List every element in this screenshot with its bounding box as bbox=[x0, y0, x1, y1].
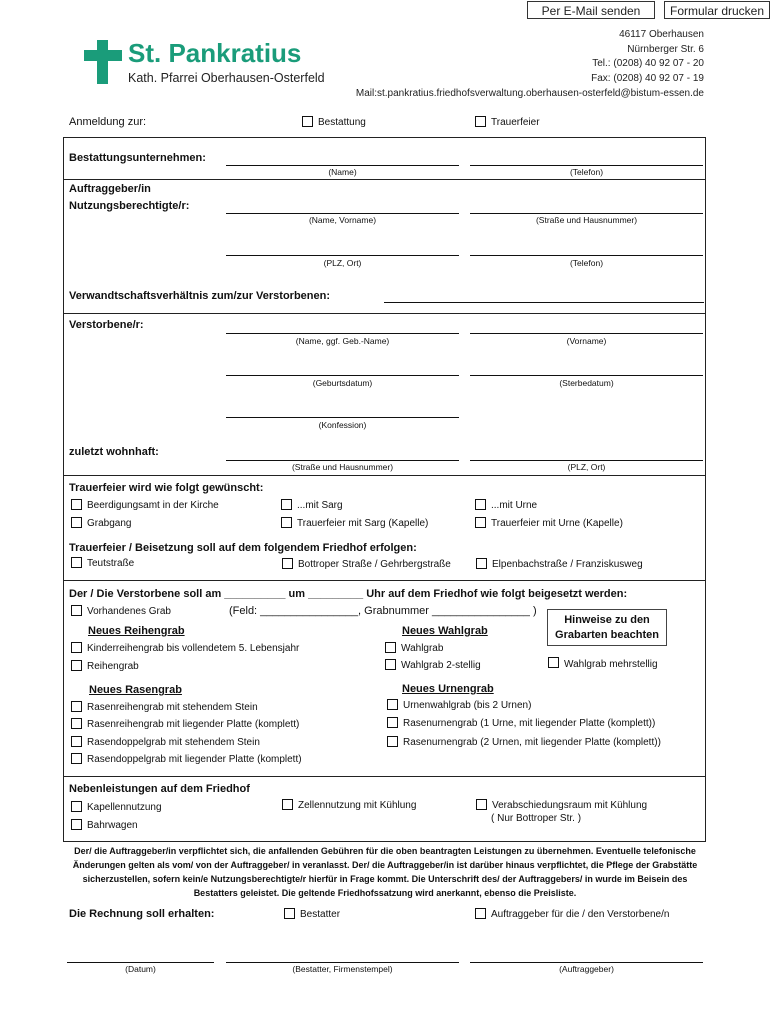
checkbox-hearse-trolley[interactable] bbox=[71, 819, 82, 830]
checkbox-existing-grave[interactable] bbox=[71, 605, 82, 616]
divider bbox=[63, 475, 706, 476]
checkbox-with-coffin[interactable] bbox=[281, 499, 292, 510]
checkbox-burial[interactable] bbox=[302, 116, 313, 127]
checkbox-lawn-urn-2-label: Rasenurnengrab (2 Urnen, mit liegender Platte (komplett)) bbox=[403, 737, 661, 748]
cross-logo-icon bbox=[84, 40, 122, 84]
address-tel: Tel.: (0208) 40 92 07 - 20 bbox=[592, 58, 704, 69]
checkbox-lawn-double-stone-label: Rasendoppelgrab mit stehendem Stein bbox=[87, 737, 260, 748]
checkbox-urn-choice-label: Urnenwahlgrab (bis 2 Urnen) bbox=[403, 700, 532, 711]
checkbox-funeral[interactable] bbox=[475, 116, 486, 127]
checkbox-chapel-urn[interactable] bbox=[475, 517, 486, 528]
client-phone-line[interactable] bbox=[470, 255, 703, 256]
invoice-label: Die Rechnung soll erhalten: bbox=[69, 908, 215, 920]
deceased-firstname-caption: (Vorname) bbox=[566, 336, 607, 346]
deathdate-line[interactable] bbox=[470, 375, 703, 376]
client-signature-caption: (Auftraggeber) bbox=[559, 964, 614, 974]
birthdate-line[interactable] bbox=[226, 375, 459, 376]
checkbox-row-grave-label: Reihengrab bbox=[87, 661, 139, 672]
checkbox-existing-grave-label: Vorhandenes Grab bbox=[87, 606, 171, 617]
checkbox-hearse-trolley-label: Bahrwagen bbox=[87, 820, 138, 831]
date-line[interactable] bbox=[67, 962, 214, 963]
divider bbox=[63, 776, 706, 777]
ceremony-label: Trauerfeier wird wie folgt gewünscht: bbox=[69, 482, 264, 494]
burial-heading: Der / Die Verstorbene soll am __________ um _________ Uhr auf dem Friedhof wie folgt beigesetzt werden: bbox=[69, 588, 628, 600]
checkbox-lawn-urn-1-label: Rasenurnengrab (1 Urne, mit liegender Platte (komplett)) bbox=[403, 718, 656, 729]
checkbox-teutstrasse-label: Teutstraße bbox=[87, 558, 135, 569]
checkbox-bottroper[interactable] bbox=[282, 558, 293, 569]
checkbox-choice-grave-multi-label: Wahlgrab mehrstellig bbox=[564, 659, 658, 670]
date-caption: (Datum) bbox=[125, 964, 156, 974]
confession-caption: (Konfession) bbox=[318, 420, 367, 430]
client-name-caption: (Name, Vorname) bbox=[308, 215, 377, 225]
undertaker-name-caption: (Name) bbox=[328, 167, 357, 177]
checkbox-with-urn[interactable] bbox=[475, 499, 486, 510]
checkbox-teutstrasse[interactable] bbox=[71, 557, 82, 568]
deceased-name-line[interactable] bbox=[226, 333, 459, 334]
checkbox-burial-label: Bestattung bbox=[318, 117, 366, 128]
logo-name: St. Pankratius bbox=[128, 38, 302, 68]
address-line1: 46117 Oberhausen bbox=[619, 29, 704, 40]
checkbox-lawn-double-stone[interactable] bbox=[71, 736, 82, 747]
checkbox-graveside[interactable] bbox=[71, 517, 82, 528]
checkbox-row-grave[interactable] bbox=[71, 660, 82, 671]
checkbox-with-urn-label: ...mit Urne bbox=[491, 500, 538, 511]
client-signature-line[interactable] bbox=[470, 962, 703, 963]
checkbox-urn-choice[interactable] bbox=[387, 699, 398, 710]
residence-street-caption: (Straße und Hausnummer) bbox=[291, 462, 394, 472]
legal-notice: Der/ die Auftraggeber/in verpflichtet sich, die anfallenden Gebühren für die oben beantragten Leistungen zu übernehmen. Eventuelle telefonische Änderungen gelten als vom/ von der Auftraggeber/ in veranlasst. Der/ die Auftraggeber/in ist darüber hinaus verpflichtet, die Pflege der Grabstätte sicherzustellen, sofern kein/e Nutzungsberechtigte/r hierfür in Frage kommt. Die Unterschrift des/ der Auftraggebers/ in wurde im Beisein des Bestatters geleistet. Die geltende Friedhofssatzung wird anerkannt, ebenso die Preisliste. bbox=[72, 846, 698, 898]
grave-field-number[interactable]: (Feld: ________________, Grabnummer ________________ ) bbox=[229, 605, 537, 617]
checkbox-lawn-row-plate-label: Rasenreihengrab mit liegender Platte (komplett) bbox=[87, 719, 300, 730]
checkbox-lawn-urn-2[interactable] bbox=[387, 736, 398, 747]
undertaker-label: Bestattungsunternehmen: bbox=[69, 152, 206, 164]
checkbox-cooling-cell-label: Zellennutzung mit Kühlung bbox=[298, 800, 417, 811]
urn-grave-title: Neues Urnengrab bbox=[402, 683, 494, 695]
checkbox-with-coffin-label: ...mit Sarg bbox=[297, 500, 343, 511]
undertaker-name-line[interactable] bbox=[226, 165, 459, 166]
checkbox-lawn-urn-1[interactable] bbox=[387, 717, 398, 728]
checkbox-choice-grave-label: Wahlgrab bbox=[401, 643, 444, 654]
deathdate-caption: (Sterbedatum) bbox=[559, 378, 614, 388]
address-line2: Nürnberger Str. 6 bbox=[627, 44, 704, 55]
divider bbox=[63, 313, 706, 314]
checkbox-lawn-row-plate[interactable] bbox=[71, 718, 82, 729]
checkbox-chapel-use-label: Kapellennutzung bbox=[87, 802, 162, 813]
residence-city-caption: (PLZ, Ort) bbox=[567, 462, 606, 472]
logo-subtitle: Kath. Pfarrei Oberhausen-Osterfeld bbox=[128, 71, 325, 85]
checkbox-choice-grave[interactable] bbox=[385, 642, 396, 653]
checkbox-invoice-client[interactable] bbox=[475, 908, 486, 919]
checkbox-invoice-undertaker-label: Bestatter bbox=[300, 909, 341, 920]
relation-label: Verwandtschaftsverhältnis zum/zur Verstorbenen: bbox=[69, 290, 331, 302]
checkbox-chapel-coffin-label: Trauerfeier mit Sarg (Kapelle) bbox=[297, 518, 429, 529]
lawn-grave-title: Neues Rasengrab bbox=[89, 684, 182, 696]
undertaker-signature-line[interactable] bbox=[226, 962, 459, 963]
choice-grave-title: Neues Wahlgrab bbox=[402, 625, 488, 637]
checkbox-lawn-double-plate[interactable] bbox=[71, 753, 82, 764]
relation-line[interactable] bbox=[384, 302, 704, 303]
extras-label: Nebenleistungen auf dem Friedhof bbox=[69, 783, 250, 795]
checkbox-choice-grave-2-label: Wahlgrab 2-stellig bbox=[401, 660, 481, 671]
address-mail: Mail:st.pankratius.friedhofsverwaltung.oberhausen-osterfeld@bistum-essen.de bbox=[355, 88, 704, 99]
birthdate-caption: (Geburtsdatum) bbox=[312, 378, 373, 388]
client-street-caption: (Straße und Hausnummer) bbox=[535, 215, 638, 225]
checkbox-funeral-label: Trauerfeier bbox=[491, 117, 540, 128]
address-fax: Fax: (0208) 40 92 07 - 19 bbox=[591, 73, 704, 84]
deceased-label: Verstorbene/r: bbox=[69, 319, 144, 331]
checkbox-invoice-client-label: Auftraggeber für die / den Verstorbene/n bbox=[491, 909, 670, 920]
checkbox-chapel-use[interactable] bbox=[71, 801, 82, 812]
farewell-room-note: ( Nur Bottroper Str. ) bbox=[491, 813, 582, 824]
checkbox-chapel-coffin[interactable] bbox=[281, 517, 292, 528]
client-label-2: Nutzungsberechtigte/r: bbox=[69, 200, 190, 212]
checkbox-elpenbach[interactable] bbox=[476, 558, 487, 569]
checkbox-church[interactable] bbox=[71, 499, 82, 510]
confession-line[interactable] bbox=[226, 417, 459, 418]
checkbox-choice-grave-multi[interactable] bbox=[548, 657, 559, 668]
deceased-firstname-line[interactable] bbox=[470, 333, 703, 334]
residence-label: zuletzt wohnhaft: bbox=[69, 446, 159, 458]
client-street-line[interactable] bbox=[470, 213, 703, 214]
checkbox-invoice-undertaker[interactable] bbox=[284, 908, 295, 919]
divider bbox=[63, 580, 706, 581]
checkbox-elpenbach-label: Elpenbachstraße / Franziskusweg bbox=[492, 559, 643, 570]
checkbox-graveside-label: Grabgang bbox=[87, 518, 132, 529]
residence-city-line[interactable] bbox=[470, 460, 703, 461]
residence-street-line[interactable] bbox=[226, 460, 459, 461]
checkbox-child-row-grave[interactable] bbox=[71, 642, 82, 653]
client-city-line[interactable] bbox=[226, 255, 459, 256]
undertaker-phone-caption: (Telefon) bbox=[569, 167, 604, 177]
checkbox-lawn-row-stone-label: Rasenreihengrab mit stehendem Stein bbox=[87, 702, 258, 713]
print-form-button[interactable]: Formular drucken bbox=[664, 1, 770, 19]
client-city-caption: (PLZ, Ort) bbox=[323, 258, 362, 268]
checkbox-farewell-room[interactable] bbox=[476, 799, 487, 810]
checkbox-lawn-double-plate-label: Rasendoppelgrab mit liegender Platte (komplett) bbox=[87, 754, 302, 765]
checkbox-chapel-urn-label: Trauerfeier mit Urne (Kapelle) bbox=[491, 518, 623, 529]
checkbox-lawn-row-stone[interactable] bbox=[71, 701, 82, 712]
checkbox-church-label: Beerdigungsamt in der Kirche bbox=[87, 500, 219, 511]
registration-label: Anmeldung zur: bbox=[69, 116, 147, 128]
cemetery-label: Trauerfeier / Beisetzung soll auf dem folgendem Friedhof erfolgen: bbox=[69, 542, 417, 554]
checkbox-cooling-cell[interactable] bbox=[282, 799, 293, 810]
client-name-line[interactable] bbox=[226, 213, 459, 214]
checkbox-bottroper-label: Bottroper Straße / Gehrbergstraße bbox=[298, 559, 451, 570]
client-phone-caption: (Telefon) bbox=[569, 258, 604, 268]
checkbox-child-row-grave-label: Kinderreihengrab bis vollendetem 5. Lebensjahr bbox=[87, 643, 300, 654]
checkbox-farewell-room-label: Verabschiedungsraum mit Kühlung bbox=[492, 800, 648, 811]
client-label-1: Auftraggeber/in bbox=[69, 183, 151, 195]
row-grave-title: Neues Reihengrab bbox=[88, 625, 185, 637]
grave-type-hint-box: Hinweise zu den Grabarten beachten bbox=[547, 609, 667, 646]
email-send-button[interactable]: Per E-Mail senden bbox=[527, 1, 655, 19]
divider bbox=[63, 179, 706, 180]
undertaker-signature-caption: (Bestatter, Firmenstempel) bbox=[292, 964, 393, 974]
deceased-name-caption: (Name, ggf. Geb.-Name) bbox=[295, 336, 390, 346]
undertaker-phone-line[interactable] bbox=[470, 165, 703, 166]
checkbox-choice-grave-2[interactable] bbox=[385, 659, 396, 670]
